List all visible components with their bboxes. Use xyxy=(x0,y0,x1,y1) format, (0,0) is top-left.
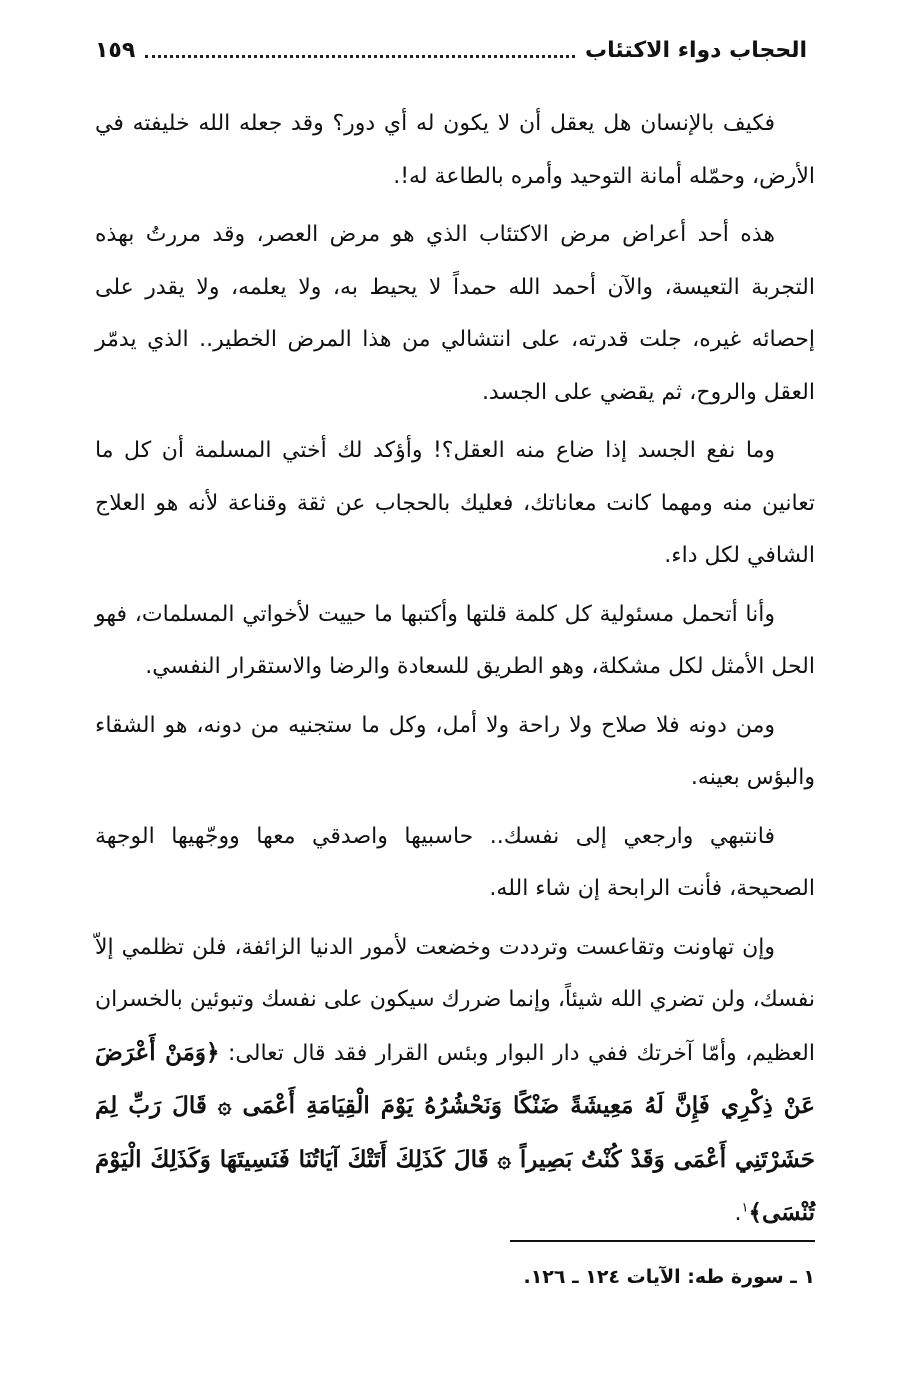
verse-end-punctuation: . xyxy=(734,1201,742,1226)
paragraph-text: وإن تهاونت وتقاعست وترددت وخضعت لأمور الدنيا الزائفة، فلن تظلمي إلاّ نفسك، ولن تضري الله شيئاً، وإنما ضررك سيكون على نفسك وتبوئين بالخسران العظيم، وأمّا آخرتك ففي دار البوار وبئس القرار فقد قال تعالى: xyxy=(95,934,815,1066)
paragraph: ومن دونه فلا صلاح ولا راحة ولا أمل، وكل ما ستجنيه من دونه، هو الشقاء والبؤس بعينه. xyxy=(95,712,815,790)
header-dotted-leader xyxy=(145,55,575,58)
quran-verse: ﴿وَمَنْ أَعْرَضَ عَنْ ذِكْرِي فَإِنَّ لَهُ مَعِيشَةً ضَنْكًا وَنَحْشُرُهُ يَوْمَ الْقِيَامَةِ أَعْمَى ۞ قَالَ رَبِّ لِمَ حَشَرْتَنِي أَعْمَى وَقَدْ كُنْتُ بَصِيراً ۞ قَالَ كَذَلِكَ أَتَتْكَ آيَاتُنَا فَنَسِيتَهَا وَكَذَلِكَ الْيَوْمَ تُنْسَى﴾ xyxy=(95,1038,815,1226)
chapter-title: الحجاب دواء الاكتئاب xyxy=(585,37,807,63)
running-header xyxy=(95,30,807,70)
paragraph: وما نفع الجسد إذا ضاع منه العقل؟! وأؤكد لك أختي المسلمة أن كل ما تعانين منه ومهما كانت معاناتك، فعليك بالحجاب عن ثقة وقناعة لأنه هو العلاج الشافي لكل داء. xyxy=(95,438,815,568)
paragraph: فكيف بالإنسان هل يعقل أن لا يكون له أي دور؟ وقد جعله الله خليفته في الأرض، وحمّله أمانة التوحيد وأمره بالطاعة له!. xyxy=(95,111,815,189)
paragraph-with-verse xyxy=(95,922,815,1241)
page-number: ١٥٩ xyxy=(95,37,136,63)
paragraph: وأنا أتحمل مسئولية كل كلمة قلتها وأكتبها ما حييت لأخواتي المسلمات، فهو الحل الأمثل لكل مشكلة، وهو الطريق للسعادة والرضا والاستقرار النفسي. xyxy=(95,601,815,679)
footnote: ١ ـ سورة طه: الآيات ١٢٤ ـ ١٢٦. xyxy=(523,1266,815,1288)
paragraph: فانتبهي وارجعي إلى نفسك.. حاسبيها واصدقي معها ووجّهيها الوجهة الصحيحة، فأنت الرابحة إن شاء الله. xyxy=(95,823,815,901)
footnote-reference[interactable]: ١ xyxy=(741,1200,749,1216)
paragraph: هذه أحد أعراض مرض الاكتئاب الذي هو مرض العصر، وقد مررتُ بهذه التجربة التعيسة، والآن أحمد الله حمداً لا يحيط به، ولا يعلمه، ولا يقدر على إحصائه غيره، جلت قدرته، على انتشالي من هذا المرض الخطير.. الذي يدمّر العقل والروح، ثم يقضي على الجسد. xyxy=(95,222,815,405)
body-text xyxy=(95,98,815,1247)
footnote-separator xyxy=(510,1240,815,1242)
